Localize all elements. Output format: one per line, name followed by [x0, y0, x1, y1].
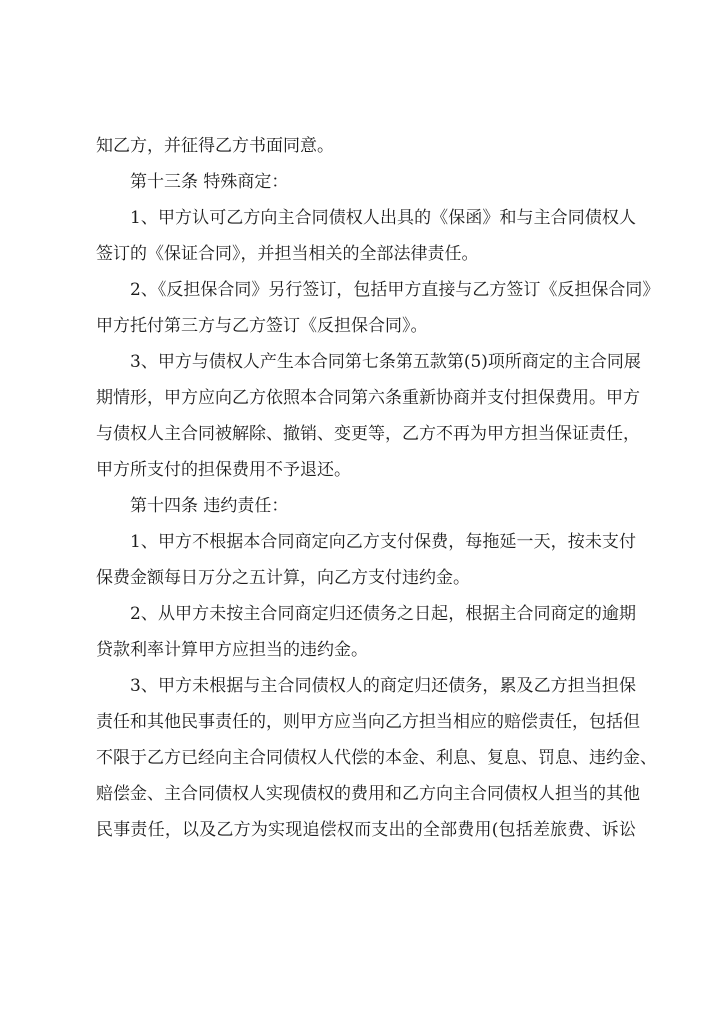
text-line: 与债权人主合同被解除、撤销、变更等，乙方不再为甲方担当保证责任，	[96, 424, 640, 444]
article-heading: 第十四条 违约责任：	[130, 496, 289, 516]
text-line: 赔偿金、主合同债权人实现债权的费用和乙方向主合同债权人担当的其他	[96, 784, 640, 804]
text-line: 3、甲方与债权人产生本合同第七条第五款第(5)项所商定的主合同展	[130, 352, 641, 372]
text-line: 2、从甲方未按主合同商定归还债务之日起，根据主合同商定的逾期	[130, 604, 636, 624]
text-line: 1、甲方认可乙方向主合同债权人出具的《保函》和与主合同债权人	[130, 208, 636, 228]
text-line: 签订的《保证合同》，并担当相关的全部法律责任。	[96, 244, 479, 264]
text-line: 保费金额每日万分之五计算，向乙方支付违约金。	[96, 568, 470, 588]
document-body	[96, 128, 660, 848]
text-line: 责任和其他民事责任的，则甲方应当向乙方担当相应的赔偿责任，包括但	[96, 712, 640, 732]
text-line: 1、甲方不根据本合同商定向乙方支付保费，每拖延一天，按未支付	[130, 532, 636, 552]
article-heading: 第十三条 特殊商定：	[130, 172, 289, 192]
text-line: 甲方所支付的担保费用不予退还。	[96, 460, 351, 480]
text-line: 不限于乙方已经向主合同债权人代偿的本金、利息、复息、罚息、违约金、	[96, 748, 657, 768]
text-line: 期情形，甲方应向乙方依照本合同第六条重新协商并支付担保费用。甲方	[96, 388, 640, 408]
text-line: 2、《反担保合同》另行签订，包括甲方直接与乙方签订《反担保合同》	[130, 280, 660, 300]
text-line: 知乙方，并征得乙方书面同意。	[96, 136, 334, 156]
text-line: 贷款利率计算甲方应担当的违约金。	[96, 640, 368, 660]
text-line: 民事责任，以及乙方为实现追偿权而支出的全部费用(包括差旅费、诉讼	[96, 820, 636, 840]
text-line: 3、甲方未根据与主合同债权人的商定归还债务，累及乙方担当担保	[130, 676, 636, 696]
text-line: 甲方托付第三方与乙方签订《反担保合同》。	[96, 316, 428, 336]
